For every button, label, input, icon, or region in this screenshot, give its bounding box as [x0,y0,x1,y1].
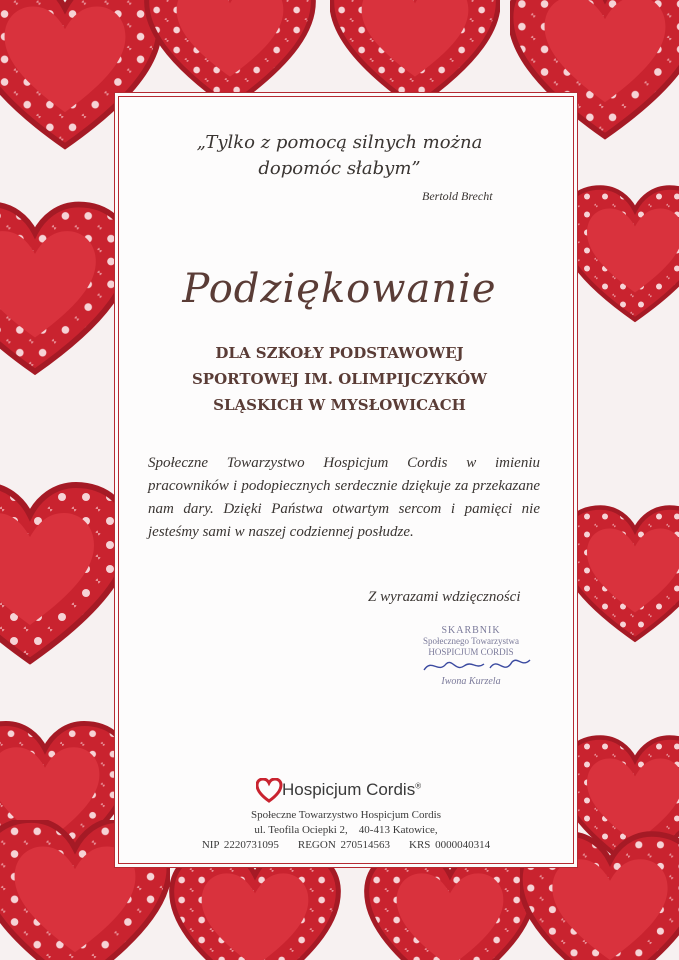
organization-address [196,808,496,853]
address-line-2: ul. Teofila Ociepki 2, 40-413 Katowice, [254,824,438,836]
stamp-line-2: Społecznego Towarzystwa [423,636,519,646]
quote-line-1: „Tylko z pomocą silnych można [196,132,483,153]
recipient-line-3: SLĄSKICH W MYSŁOWICACH [213,396,466,414]
organization-logo [282,780,421,800]
address-line-1: Społeczne Towarzystwo Hospicjum Cordis [251,809,441,821]
quote-author: Bertold Brecht [422,189,493,203]
recipient-block [0,340,679,418]
recipient-line-2: SPORTOWEJ IM. OLIMPIJCZYKÓW [191,370,488,388]
recipient-line-1: DLA SZKOŁY PODSTAWOWEJ [215,344,464,362]
closing-line: Z wyrazami wdzięczności [368,589,521,605]
stamp-line-1: SKARBNIK [441,625,501,636]
quote-line-2: dopomóc słabym” [258,158,421,179]
epigraph-quote [0,130,679,182]
handwritten-signature [418,654,538,680]
body-paragraph: Społeczne Towarzystwo Hospicjum Cordis w imieniu pracowników i podopiecznych serdecznie dziękuje za przekazane nam dary. Dzięki Państwa otwartym sercom i pamięci nie jesteśmy sami w naszej codziennej posłudze. [148,455,540,540]
stamp-line-4: Iwona Kurzela [441,676,501,687]
registered-mark: ® [415,781,422,791]
logo-name: Hospicjum Cordis [282,780,416,799]
address-line-3: NIP 2220731095 REGON 270514563 KRS 0000040314 [201,839,491,851]
page-title: Podziękowanie [182,266,497,312]
stamp-line-3: HOSPICJUM CORDIS [428,647,514,657]
